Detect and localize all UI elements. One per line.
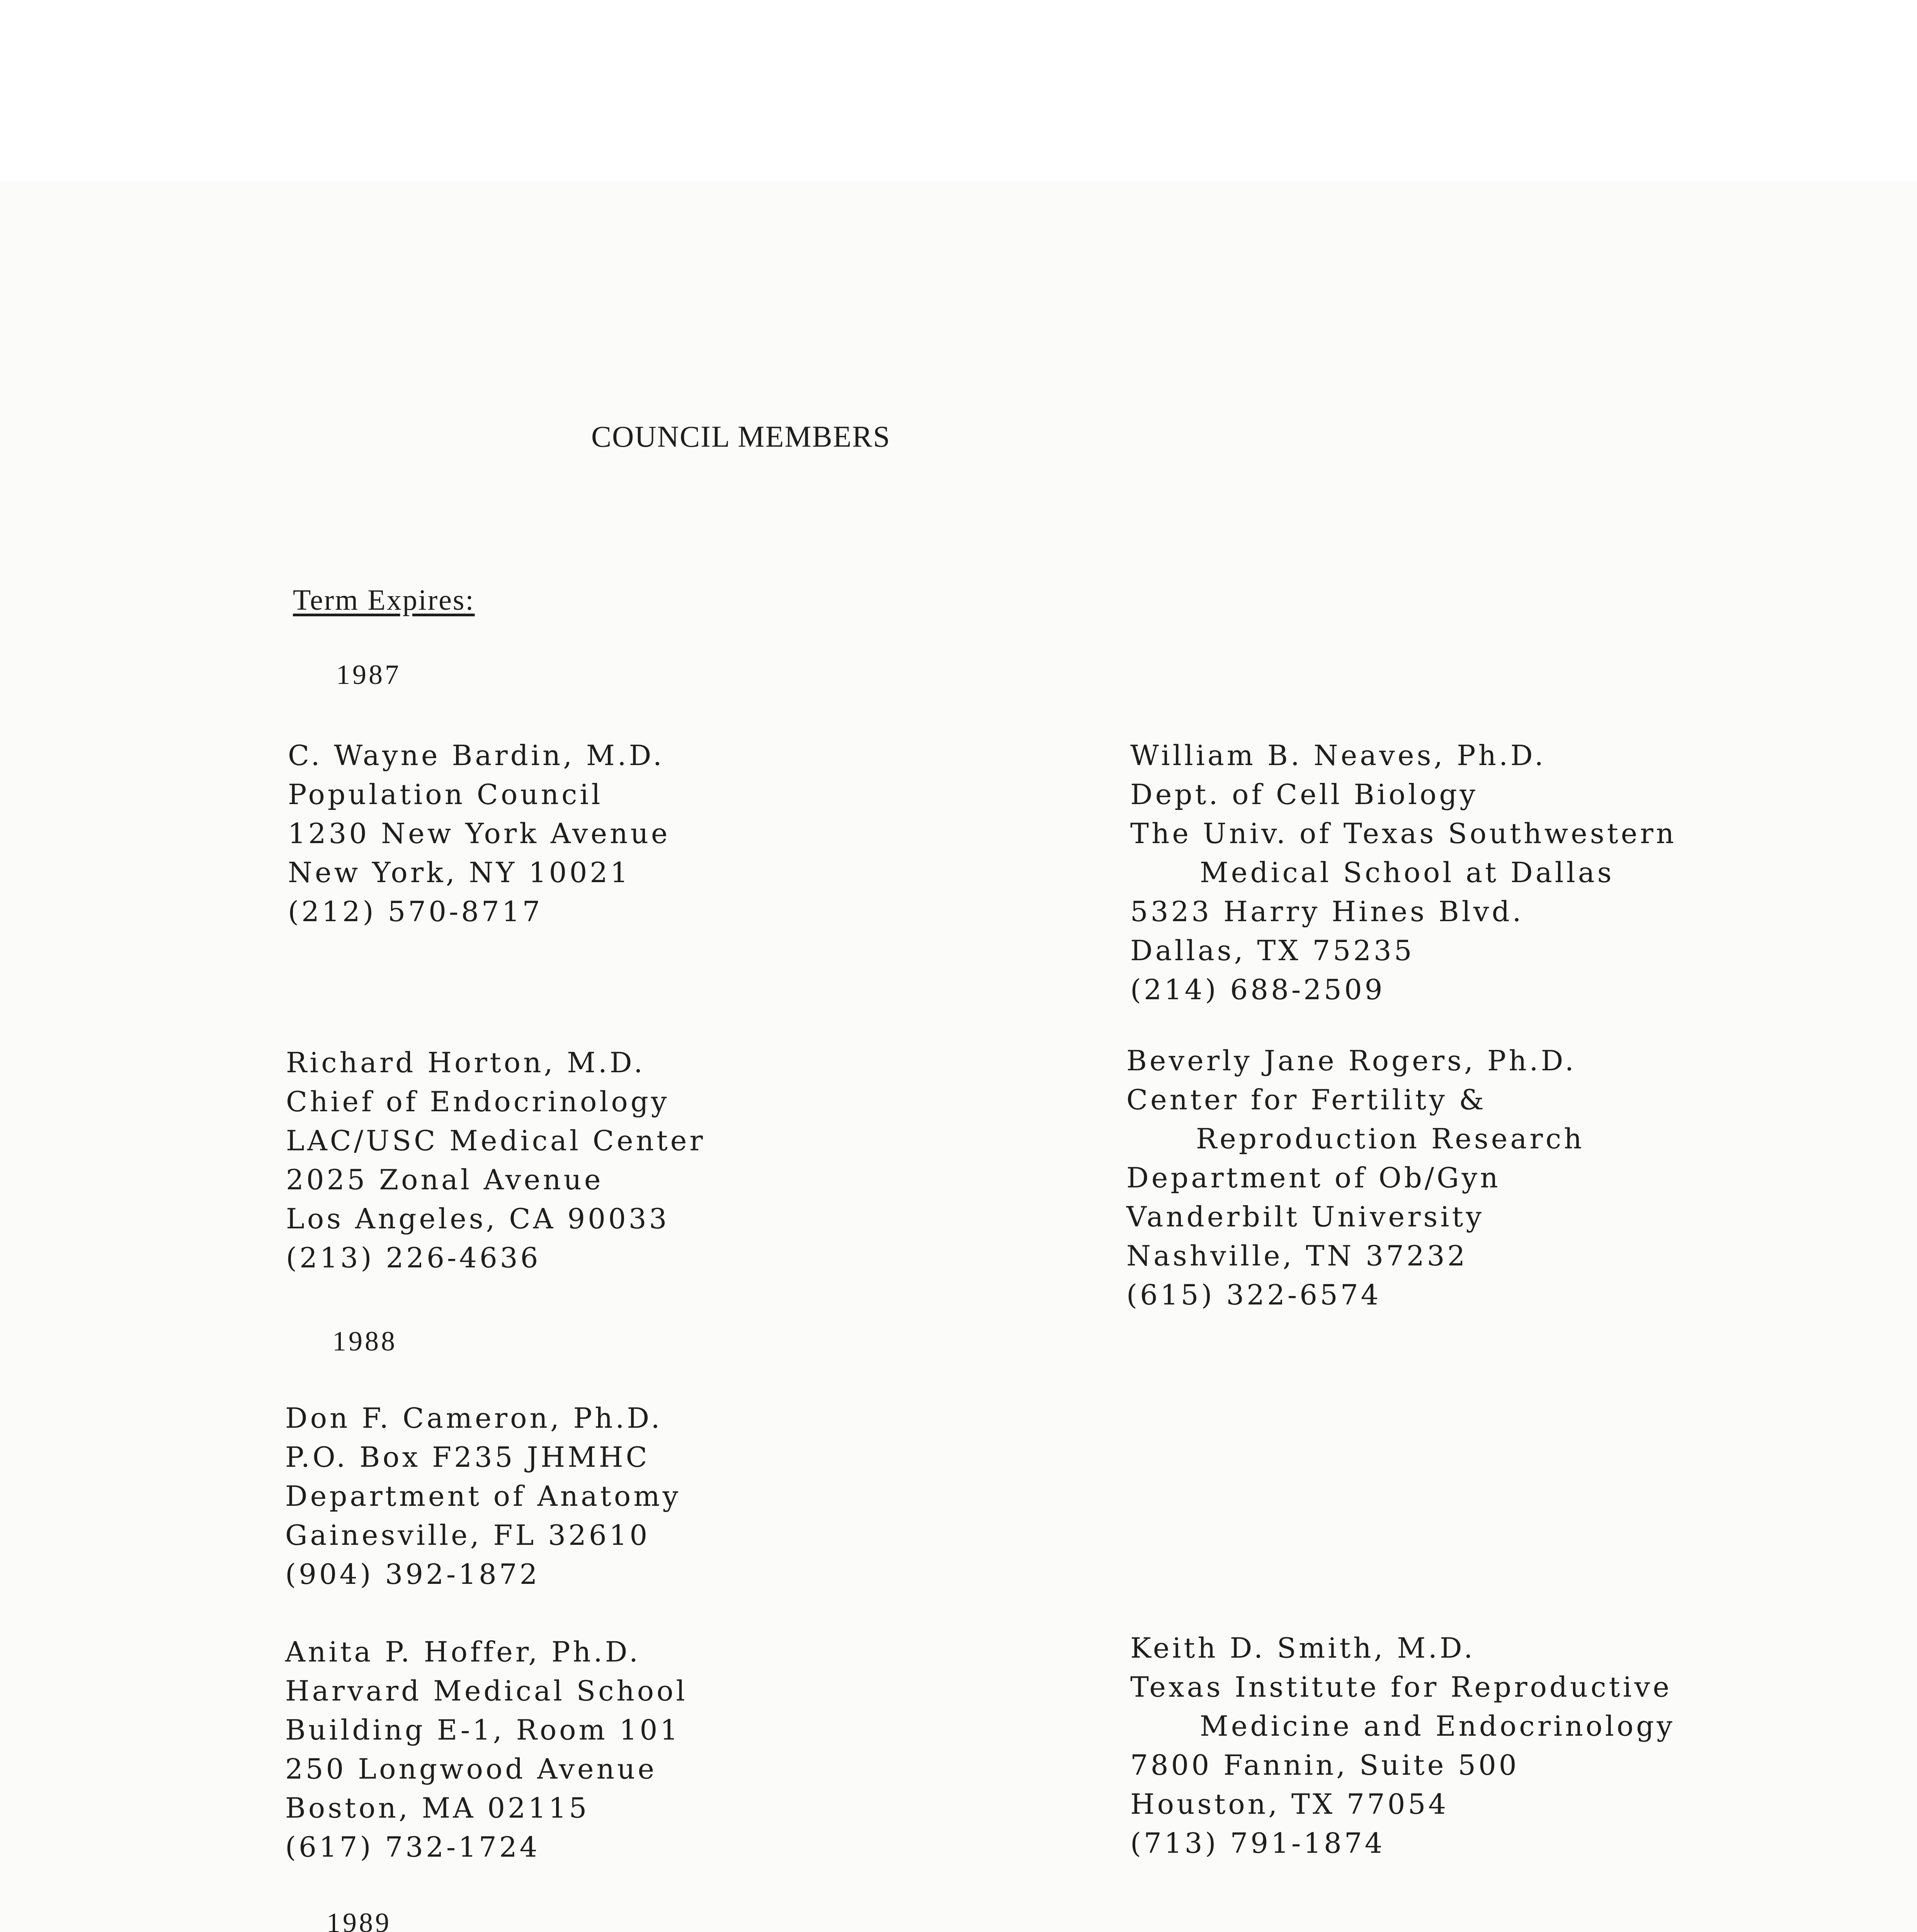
member-entry-hoffer (285, 1633, 687, 1867)
member-city: Gainesville, FL 32610 (285, 1519, 650, 1551)
member-phone: (713) 791-1874 (1130, 1827, 1385, 1859)
member-street: P.O. Box F235 JHMHC (285, 1441, 650, 1473)
member-department: Department of Anatomy (285, 1480, 681, 1512)
member-affiliation-cont: Medical School at Dallas (1200, 856, 1614, 889)
member-city: Los Angeles, CA 90033 (286, 1202, 670, 1235)
year-heading-1988: 1988 (332, 1326, 397, 1357)
member-city: Houston, TX 77054 (1130, 1788, 1449, 1820)
member-affiliation-cont: Reproduction Research (1196, 1122, 1585, 1155)
member-affiliation: LAC/USC Medical Center (286, 1124, 706, 1157)
year-heading-1987: 1987 (336, 659, 401, 690)
member-building: Building E-1, Room 101 (285, 1714, 681, 1746)
member-department: Dept. of Cell Biology (1130, 778, 1478, 811)
member-affiliation: Texas Institute for Reproductive (1130, 1671, 1672, 1703)
member-phone: (212) 570-8717 (288, 895, 543, 928)
term-expires-label: Term Expires: (293, 584, 475, 616)
year-heading-1989: 1989 (327, 1907, 391, 1932)
member-street: 2025 Zonal Avenue (286, 1163, 604, 1196)
member-affiliation: Center for Fertility & (1126, 1083, 1487, 1116)
member-street: 1230 New York Avenue (288, 817, 670, 850)
member-department: Department of Ob/Gyn (1126, 1162, 1501, 1194)
member-name: Don F. Cameron, Ph.D. (285, 1402, 663, 1434)
member-phone: (617) 732-1724 (285, 1831, 540, 1863)
member-street: 7800 Fannin, Suite 500 (1130, 1749, 1519, 1781)
member-phone: (214) 688-2509 (1130, 973, 1385, 1006)
member-title: Chief of Endocrinology (286, 1085, 670, 1118)
member-entry-rogers (1126, 1041, 1584, 1315)
member-street: 250 Longwood Avenue (285, 1753, 657, 1785)
member-name: Richard Horton, M.D. (286, 1046, 645, 1079)
member-university: Vanderbilt University (1126, 1201, 1485, 1233)
member-name: C. Wayne Bardin, M.D. (288, 739, 665, 772)
member-city: Dallas, TX 75235 (1130, 934, 1415, 967)
member-affiliation-cont: Medicine and Endocrinology (1200, 1710, 1675, 1742)
member-affiliation: Population Council (288, 778, 603, 811)
member-city: Boston, MA 02115 (285, 1792, 590, 1824)
member-name: Beverly Jane Rogers, Ph.D. (1126, 1044, 1577, 1077)
member-phone: (615) 322-6574 (1126, 1279, 1381, 1311)
member-city: Nashville, TN 37232 (1126, 1240, 1468, 1272)
member-phone: (904) 392-1872 (285, 1558, 540, 1590)
member-entry-smith (1130, 1629, 1675, 1863)
member-city: New York, NY 10021 (288, 856, 631, 889)
member-entry-horton (286, 1043, 706, 1277)
scan-top-margin (0, 0, 1917, 182)
member-entry-cameron (285, 1399, 681, 1594)
page-title: COUNCIL MEMBERS (591, 420, 891, 453)
member-name: Anita P. Hoffer, Ph.D. (285, 1636, 641, 1668)
member-name: Keith D. Smith, M.D. (1130, 1632, 1475, 1664)
member-street: 5323 Harry Hines Blvd. (1130, 895, 1524, 928)
member-entry-bardin (288, 736, 670, 931)
member-affiliation: The Univ. of Texas Southwestern (1130, 817, 1677, 850)
member-name: William B. Neaves, Ph.D. (1130, 739, 1546, 772)
member-entry-neaves (1130, 736, 1677, 1009)
member-affiliation: Harvard Medical School (285, 1675, 688, 1707)
member-phone: (213) 226-4636 (286, 1242, 541, 1274)
